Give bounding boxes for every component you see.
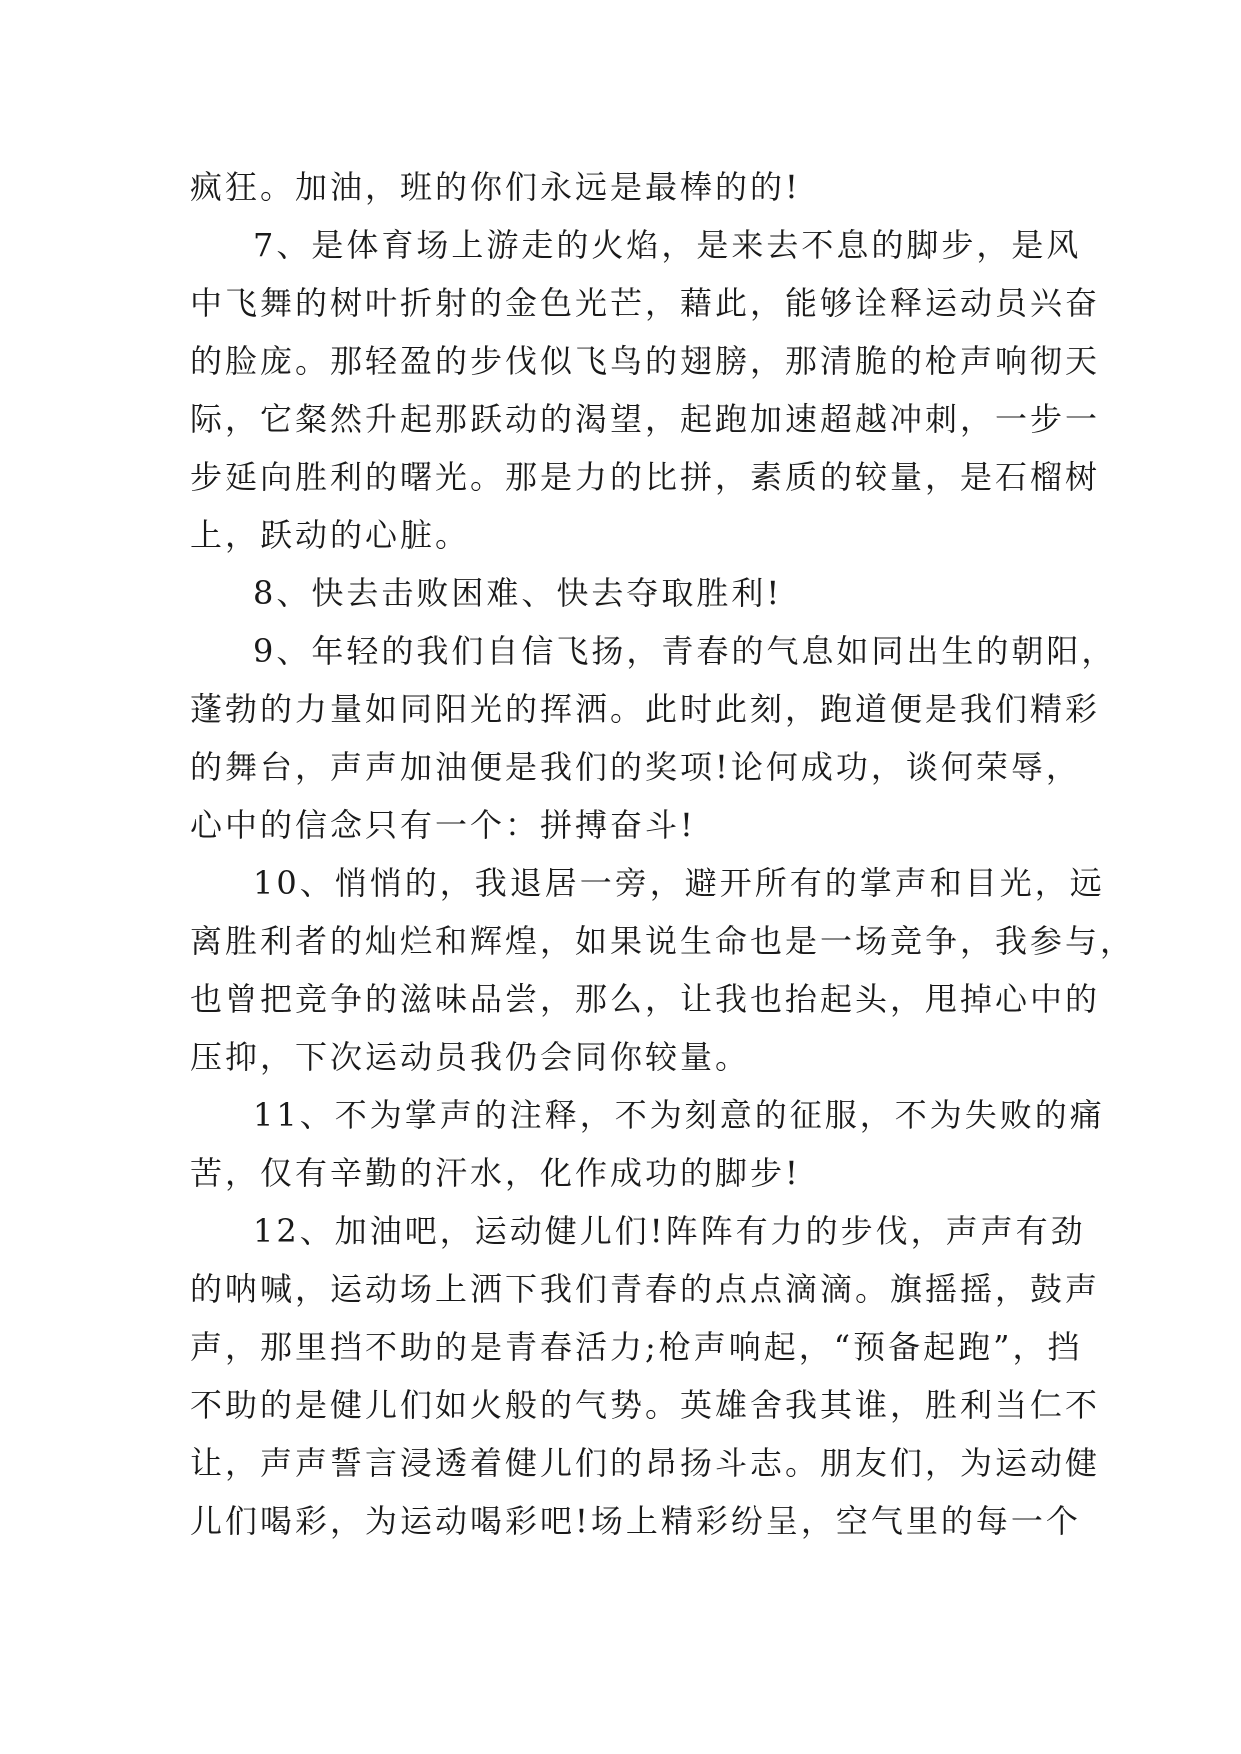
text-line: 不助的是健儿们如火般的气势。英雄舍我其谁，胜利当仁不: [190, 1386, 1101, 1424]
text-line: 压抑，下次运动员我仍会同你较量。: [190, 1038, 751, 1076]
text-line: 离胜利者的灿烂和辉煌，如果说生命也是一场竞争，我参与，: [190, 922, 1136, 960]
text-line: 声，那里挡不助的是青春活力;枪声响起，“预备起跑”，挡: [190, 1328, 1083, 1366]
text-line: 让，声声誓言浸透着健儿们的昂扬斗志。朋友们，为运动健: [190, 1444, 1101, 1482]
text-line: 步延向胜利的曙光。那是力的比拼，素质的较量，是石榴树: [190, 458, 1101, 496]
paragraph-8-start: 8、快去击败困难、快去夺取胜利!: [253, 574, 783, 612]
paragraph-9-start: 9、年轻的我们自信飞扬，青春的气息如同出生的朝阳，: [253, 632, 1117, 670]
text-line: 苦，仅有辛勤的汗水，化作成功的脚步!: [190, 1154, 801, 1192]
text-line: 的舞台，声声加油便是我们的奖项!论何成功，谈何荣辱，: [190, 748, 1081, 786]
text-line: 上，跃动的心脏。: [190, 516, 471, 554]
text-line: 际，它粲然升起那跃动的渴望，起跑加速超越冲刺，一步一: [190, 400, 1101, 438]
paragraph-7-start: 7、是体育场上游走的火焰，是来去不息的脚步，是风: [253, 226, 1082, 264]
paragraph-12-start: 12、加油吧，运动健儿们!阵阵有力的步伐，声声有劲: [253, 1212, 1086, 1250]
text-line: 儿们喝彩，为运动喝彩吧!场上精彩纷呈，空气里的每一个: [190, 1502, 1081, 1540]
text-line: 蓬勃的力量如同阳光的挥洒。此时此刻，跑道便是我们精彩: [190, 690, 1101, 728]
text-line: 也曾把竞争的滋味品尝，那么，让我也抬起头，甩掉心中的: [190, 980, 1101, 1018]
text-line: 中飞舞的树叶折射的金色光芒，藉此，能够诠释运动员兴奋: [190, 284, 1101, 322]
paragraph-11-start: 11、不为掌声的注释，不为刻意的征服，不为失败的痛: [253, 1096, 1105, 1134]
text-line: 的呐喊，运动场上洒下我们青春的点点滴滴。旗摇摇，鼓声: [190, 1270, 1101, 1308]
text-line: 心中的信念只有一个：拼搏奋斗!: [190, 806, 696, 844]
text-line: 的脸庞。那轻盈的步伐似飞鸟的翅膀，那清脆的枪声响彻天: [190, 342, 1101, 380]
document-body: [190, 158, 1136, 1550]
text-line: 疯狂。加油，班的你们永远是最棒的的!: [190, 168, 801, 206]
paragraph-10-start: 10、悄悄的，我退居一旁，避开所有的掌声和目光，远: [253, 864, 1105, 902]
